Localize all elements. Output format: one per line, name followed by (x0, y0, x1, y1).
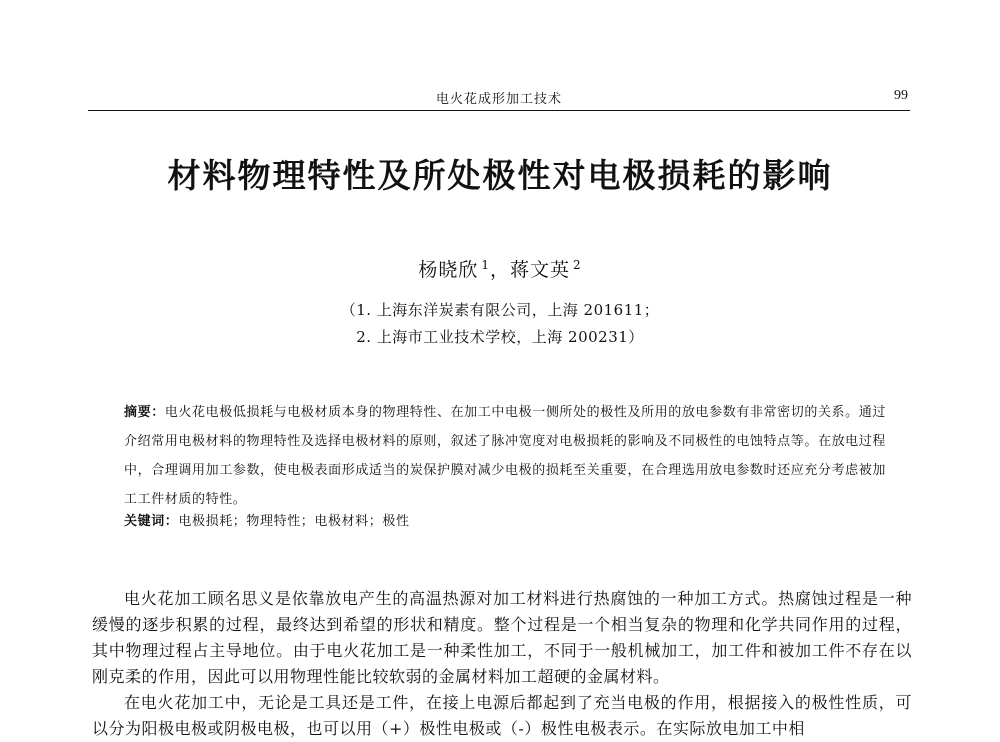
author-name: 杨晓欣 (418, 259, 479, 281)
running-head (88, 84, 910, 111)
keywords-text: 电极损耗；物理特性；电极材料；极性 (178, 514, 410, 529)
abstract (124, 398, 886, 514)
author-separator: ， (489, 259, 510, 281)
affiliation-line: 2. 上海市工业技术学校，上海 200231） (356, 328, 644, 346)
page-number: 99 (894, 88, 908, 103)
author-affiliation-mark: 2 (573, 258, 582, 272)
author-line (0, 255, 1000, 282)
abstract-label: 摘要： (124, 405, 165, 420)
keywords-label: 关键词： (124, 514, 179, 529)
affiliation-line: （1. 上海东洋炭素有限公司，上海 201611； (340, 301, 660, 319)
body-paragraph: 在电火花加工中，无论是工具还是工件，在接上电源后都起到了充当电极的作用，根据接入的极性性质，可以分为阳极电极或阴极电极，也可以用（+）极性电极或（-）极性电极表示。在实际放电加工中相 (92, 693, 912, 738)
body-paragraph: 电火花加工顾名思义是依靠放电产生的高温热源对加工材料进行热腐蚀的一种加工方式。热腐蚀过程是一种缓慢的逐步积累的过程，最终达到希望的形状和精度。整个过程是一个相当复杂的物理和化学共同作用的过程，其中物理过程占主导地位。由于电火花加工是一种柔性加工，不同于一般机械加工，加工件和被加工件不存在以刚克柔的作用，因此可以用物理性能比较软弱的金属材料加工超硬的金属材料。 (92, 589, 912, 686)
paper-title: 材料物理特性及所处极性对电极损耗的影响 (167, 156, 833, 195)
running-title: 电火花成形加工技术 (435, 92, 562, 107)
author-affiliation-mark: 1 (481, 258, 490, 272)
keywords (124, 510, 886, 529)
body-text (92, 586, 912, 742)
author-name: 蒋文英 (510, 259, 571, 281)
abstract-text: 电火花电极低损耗与电极材质本身的物理特性、在加工中电极一侧所处的极性及所用的放电参数有非常密切的关系。通过介绍常用电极材料的物理特性及选择电极材料的原则，叙述了脉冲宽度对电极损耗的影响及不同极性的电蚀特点等。在放电过程中，合理调用加工参数，使电极表面形成适当的炭保护膜对减少电极的损耗至关重要，在合理选用放电参数时还应充分考虑被加工工件材质的特性。 (124, 405, 886, 507)
